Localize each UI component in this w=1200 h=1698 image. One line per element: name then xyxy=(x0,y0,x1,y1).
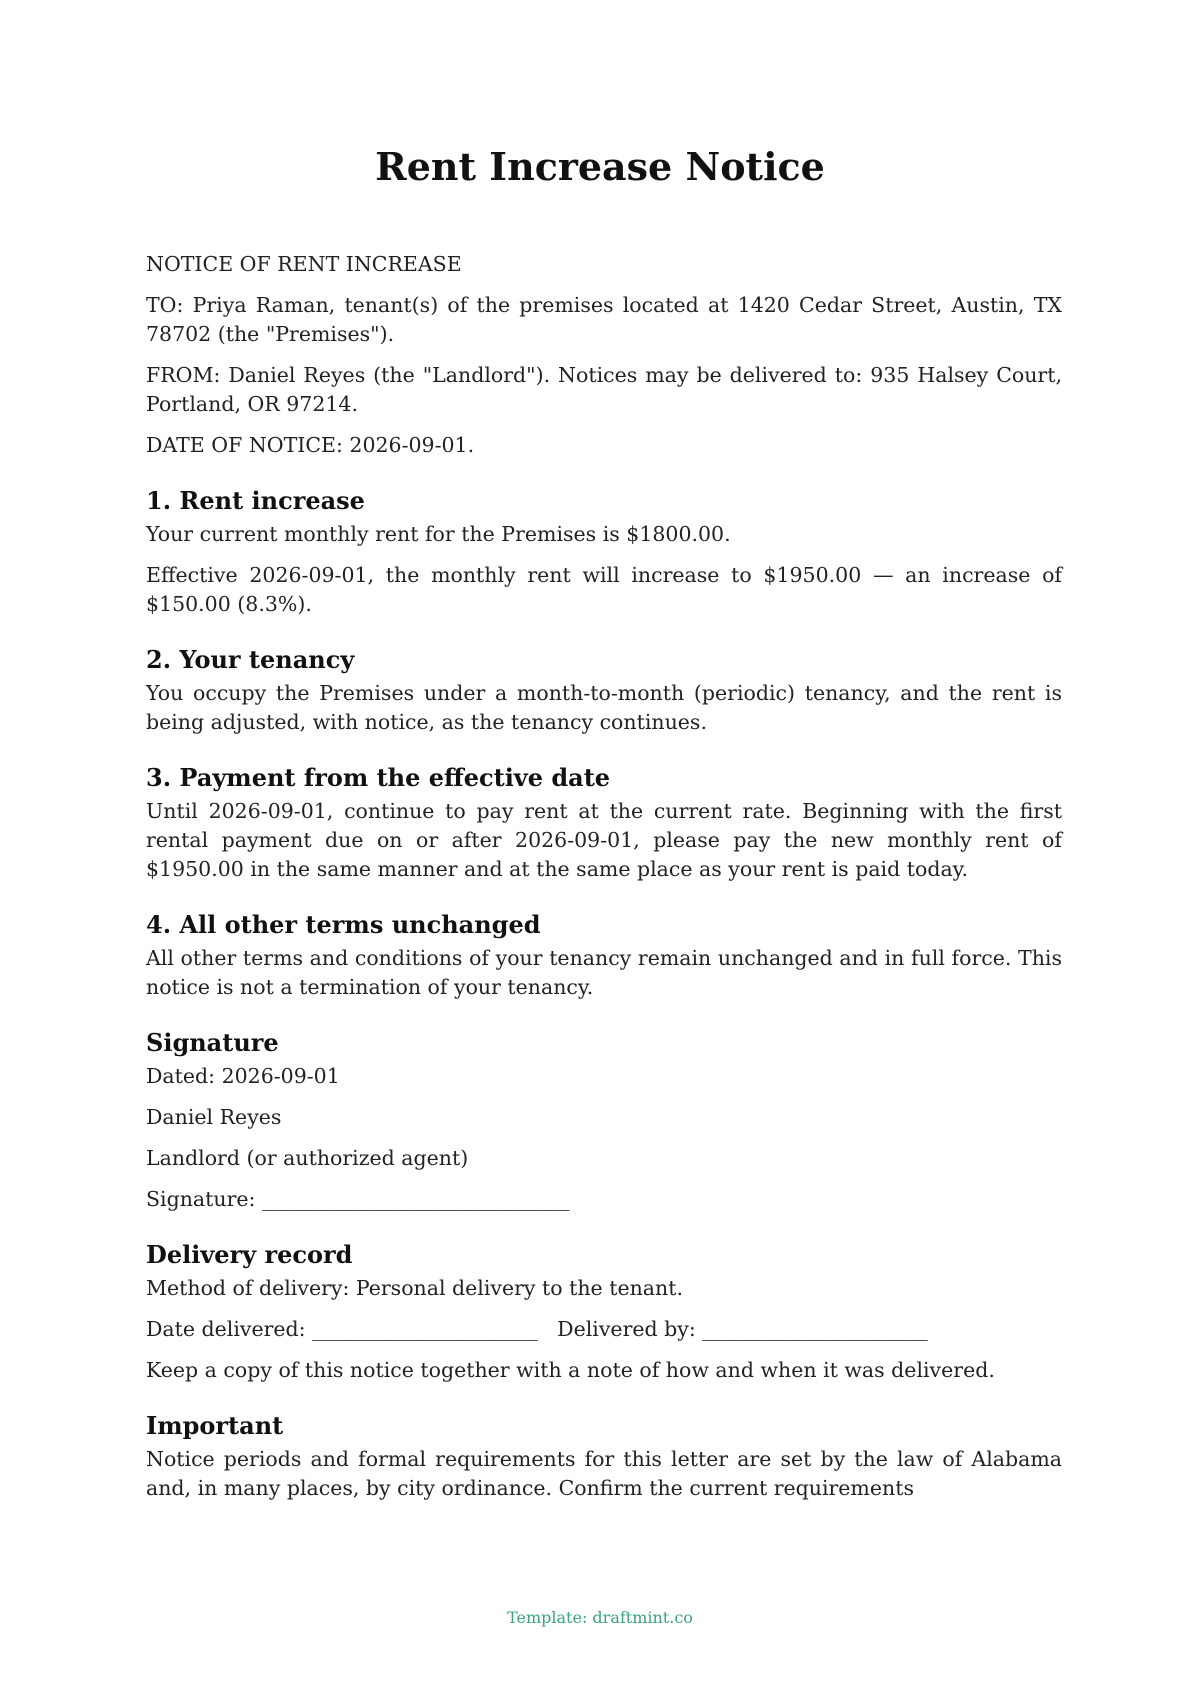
delivered-by-field: Delivered by: ______________________ xyxy=(557,1317,928,1341)
section-paragraph: You occupy the Premises under a month-to-month (periodic) tenancy, and the rent is being adjusted, with notice, as the tenancy continues. xyxy=(146,681,1062,734)
delivery-fields-row xyxy=(146,1315,1062,1344)
important-text: Notice periods and formal requirements for this letter are set by the law of Alabama and, in many places, by city ordinance. Confirm the current requirements xyxy=(146,1447,1062,1500)
document-title: Rent Increase Notice xyxy=(375,144,825,189)
section-heading-rent-increase: 1. Rent increase xyxy=(146,486,365,515)
footer-template-credit: Template: draftmint.co xyxy=(507,1608,693,1627)
document-body xyxy=(146,250,1062,1515)
important-heading: Important xyxy=(146,1411,284,1440)
section-paragraph: Your current monthly rent for the Premises is $1800.00. xyxy=(146,522,731,546)
signature-dated: Dated: 2026-09-01 xyxy=(146,1064,340,1088)
section-heading-other-terms: 4. All other terms unchanged xyxy=(146,910,541,939)
signature-line: Signature: ______________________________ xyxy=(146,1187,570,1211)
section-paragraph: All other terms and conditions of your tenancy remain unchanged and in full force. This notice is not a termination of your tenancy. xyxy=(146,946,1062,999)
delivery-method: Method of delivery: Personal delivery to the tenant. xyxy=(146,1276,683,1300)
section-paragraph: Until 2026-09-01, continue to pay rent at the current rate. Beginning with the first rental payment due on or after 2026-09-01, please pay the new monthly rent of $1950.00 in the same manner and at the same place as your rent is paid today. xyxy=(146,799,1062,881)
section-paragraph: Effective 2026-09-01, the monthly rent will increase to $1950.00 — an increase of $150.00 (8.3%). xyxy=(146,563,1062,616)
signature-name: Daniel Reyes xyxy=(146,1105,282,1129)
delivery-heading: Delivery record xyxy=(146,1240,353,1269)
notice-heading-line: NOTICE OF RENT INCREASE xyxy=(146,252,462,276)
section-heading-payment: 3. Payment from the effective date xyxy=(146,763,611,792)
notice-from-line: FROM: Daniel Reyes (the "Landlord"). Notices may be delivered to: 935 Halsey Court, Portland, OR 97214. xyxy=(146,363,1062,416)
notice-to-line: TO: Priya Raman, tenant(s) of the premises located at 1420 Cedar Street, Austin, TX 78702 (the "Premises"). xyxy=(146,293,1062,346)
signature-role: Landlord (or authorized agent) xyxy=(146,1146,469,1170)
date-delivered-field: Date delivered: ______________________ xyxy=(146,1317,538,1341)
delivery-keep-copy: Keep a copy of this notice together with a note of how and when it was delivered. xyxy=(146,1358,995,1382)
signature-heading: Signature xyxy=(146,1028,279,1057)
section-heading-your-tenancy: 2. Your tenancy xyxy=(146,645,355,674)
notice-date-line: DATE OF NOTICE: 2026-09-01. xyxy=(146,433,475,457)
